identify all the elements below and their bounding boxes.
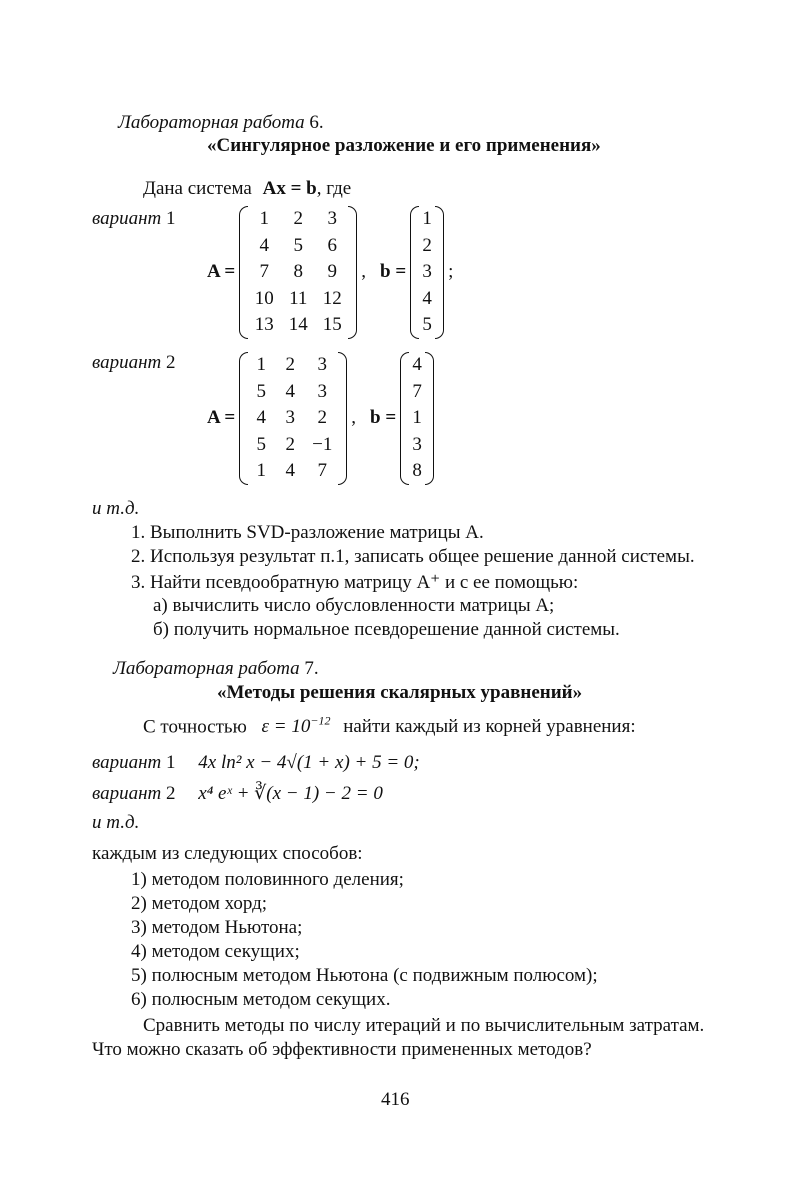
matrix-cell: 7 — [412, 380, 422, 402]
matrix-cell: 5 — [293, 234, 303, 256]
lab7-method-5: 5) полюсным методом Ньютона (с подвижным полюсом); — [131, 965, 598, 986]
epsilon-exponent: −12 — [310, 714, 331, 728]
terminator-semicolon: ; — [448, 261, 454, 283]
lab6-intro — [143, 178, 351, 200]
vector-b-label: b = — [370, 407, 397, 429]
lab6-variant1-equation — [207, 206, 453, 339]
lab6-task-2: 2. Используя результат п.1, записать общее решение данной системы. — [131, 546, 695, 567]
matrix-cell: 1 — [256, 354, 266, 375]
page-number: 416 — [381, 1089, 410, 1110]
matrix-a-label: A = — [207, 261, 236, 283]
matrix-cell: 8 — [412, 460, 422, 481]
vector-b-label: b = — [380, 261, 407, 283]
matrix-cell: 9 — [327, 261, 337, 282]
lab6-heading-number: 6. — [309, 112, 324, 133]
matrix-cell: −1 — [312, 433, 333, 455]
lab6-variant2-label — [92, 352, 176, 374]
lab6-intro-tail: , где — [316, 178, 352, 199]
matrix-cell: 2 — [285, 433, 295, 455]
variant-word: вариант — [92, 208, 162, 229]
vector-b — [410, 206, 444, 339]
matrix-cell: 7 — [259, 261, 269, 282]
epsilon-value — [262, 716, 331, 737]
matrix-cell: 10 — [254, 287, 274, 309]
lab6-heading — [118, 112, 324, 134]
lab6-task-3a: а) вычислить число обусловленности матрицы A; — [153, 595, 555, 616]
lab7-method-3: 3) методом Ньютона; — [131, 917, 303, 938]
variant-number: 1 — [166, 752, 176, 773]
lab7-etc: и т.д. — [92, 812, 140, 833]
lab6-variant2-equation — [207, 352, 434, 485]
equation: x⁴ eˣ + ∛(x − 1) − 2 = 0 — [198, 783, 383, 804]
lab7-conclusion-line1: Сравнить методы по числу итераций и по вычислительным затратам. — [143, 1015, 705, 1036]
matrix-cell: 8 — [293, 261, 303, 282]
matrix-cell: 11 — [289, 287, 308, 309]
matrix-cell: 7 — [317, 460, 327, 481]
matrix-cell: 4 — [256, 407, 266, 428]
lab7-variant2 — [92, 782, 383, 805]
matrix-cell: 6 — [327, 234, 337, 256]
lab6-intro-equation: Ax = b — [262, 178, 317, 199]
lab7-method-1: 1) методом половинного деления; — [131, 869, 404, 890]
matrix-cell: 5 — [256, 380, 266, 402]
matrix-cell: 4 — [259, 234, 269, 256]
matrix-cell: 2 — [317, 407, 327, 428]
variant-number: 1 — [166, 208, 176, 229]
lab7-variant1 — [92, 752, 420, 774]
lab7-method-2: 2) методом хорд; — [131, 893, 268, 914]
lab7-heading-label: Лабораторная работа — [113, 658, 300, 679]
matrix-cell: 5 — [422, 314, 432, 335]
lab7-heading-number: 7. — [304, 658, 319, 679]
matrix-cell: 2 — [285, 354, 295, 375]
matrix-cell: 2 — [293, 208, 303, 229]
matrix-cell: 13 — [254, 314, 274, 335]
matrix-cell: 2 — [422, 234, 432, 256]
lab7-method-4: 4) методом секущих; — [131, 941, 300, 962]
matrix-cell: 3 — [412, 433, 422, 455]
lab7-title: «Методы решения скалярных уравнений» — [217, 682, 583, 703]
matrix-cell: 3 — [422, 261, 432, 282]
lab7-methods-intro: каждым из следующих способов: — [92, 843, 363, 864]
variant-number: 2 — [166, 783, 176, 804]
equation: 4x ln² x − 4√(1 + x) + 5 = 0; — [198, 752, 420, 773]
matrix-cell: 15 — [322, 314, 342, 335]
variant-word: вариант — [92, 783, 162, 804]
separator-comma: , — [361, 261, 366, 283]
lab7-heading — [113, 658, 319, 680]
matrix-a-label: A = — [207, 407, 236, 429]
lab6-title: «Сингулярное разложение и его применения» — [207, 135, 601, 156]
lab6-task-3b: б) получить нормальное псевдорешение данной системы. — [153, 619, 620, 640]
matrix-cell: 1 — [259, 208, 269, 229]
matrix-cell: 3 — [285, 407, 295, 428]
matrix-cell: 1 — [412, 407, 422, 428]
matrix-cell: 14 — [288, 314, 308, 335]
matrix-a — [239, 206, 357, 339]
vector-b — [400, 352, 434, 485]
epsilon-base: ε = 10 — [261, 716, 311, 738]
lab6-intro-text: Дана система — [143, 178, 252, 199]
variant-word: вариант — [92, 752, 162, 773]
lab6-task-3: 3. Найти псевдообратную матрицу A⁺ и с ее помощью: — [131, 572, 579, 593]
variant-word: вариант — [92, 352, 162, 373]
matrix-a — [239, 352, 347, 485]
matrix-cell: 3 — [317, 380, 327, 402]
matrix-cell: 12 — [322, 287, 342, 309]
variant-number: 2 — [166, 352, 176, 373]
matrix-cell: 3 — [327, 208, 337, 229]
matrix-cell: 1 — [256, 460, 266, 481]
lab7-intro — [143, 714, 636, 738]
lab7-method-6: 6) полюсным методом секущих. — [131, 989, 391, 1010]
lab7-intro-pre: С точностью — [143, 716, 247, 738]
matrix-cell: 4 — [422, 287, 432, 309]
separator-comma: , — [351, 407, 356, 429]
matrix-cell: 4 — [285, 460, 295, 481]
matrix-cell: 1 — [422, 208, 432, 229]
matrix-cell: 4 — [412, 354, 422, 375]
lab6-heading-label: Лабораторная работа — [118, 112, 305, 133]
lab6-variant1-label — [92, 208, 176, 230]
matrix-cell: 5 — [256, 433, 266, 455]
matrix-cell: 4 — [285, 380, 295, 402]
matrix-cell: 3 — [317, 354, 327, 375]
lab6-etc: и т.д. — [92, 498, 140, 519]
lab6-task-1: 1. Выполнить SVD-разложение матрицы A. — [131, 522, 484, 543]
lab7-intro-post: найти каждый из корней уравнения: — [343, 716, 636, 738]
lab7-conclusion-line2: Что можно сказать об эффективности примененных методов? — [92, 1039, 592, 1060]
